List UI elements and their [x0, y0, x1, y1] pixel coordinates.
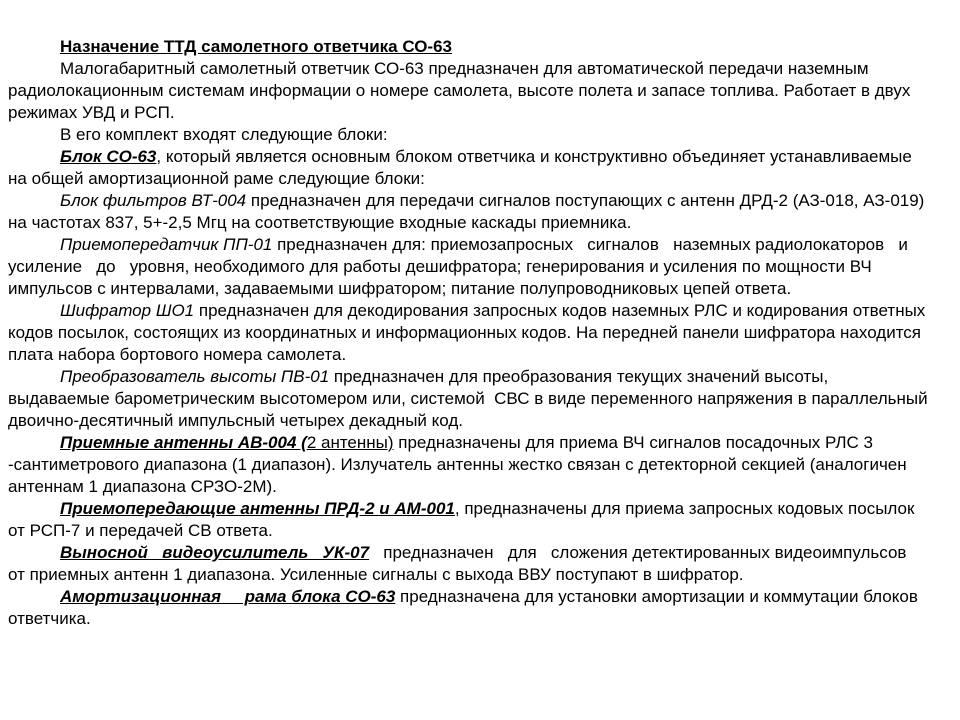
mount-frame-term: Амортизационная рама блока СО-63 [60, 587, 396, 606]
document-slide [8, 36, 942, 630]
mount-frame-paragraph: Амортизационная рама блока СО-63 предназначена для установки амортизации и коммутации блоков ответчика. [8, 587, 923, 628]
encoder-term: Шифратор ШО1 [60, 301, 195, 320]
transceiver-term: Приемопередатчик ПП-01 [60, 235, 273, 254]
video-amplifier-term: Выносной видеоусилитель УК-07 [60, 543, 370, 562]
filter-block-paragraph: Блок фильтров ВТ-004 предназначен для передачи сигналов поступающих с антенн ДРД-2 (АЗ-018, АЗ-019) на частотах 837, 5+-2,5 Мгц на соответствующие входные каскады приемника. [8, 191, 930, 232]
block-so63-term: Блок СО-63 [60, 147, 157, 166]
block-so63-paragraph: Блок СО-63, который является основным блоком ответчика и конструктивно объединяет устанавливаемые на общей амортизационной раме следующие блоки: [8, 147, 917, 188]
encoder-paragraph: Шифратор ШО1 предназначен для декодирования запросных кодов наземных РЛС и кодирования ответных кодов посылок, состоящих из координатных и информационных кодов. На передней панели шифратора находится плата набора бортового номера самолета. [8, 301, 931, 364]
transceive-antennas-paragraph: Приемопередающие антенны ПРД-2 и АМ-001, предназначены для приема запросных кодовых посылок от РСП-7 и передачей СВ ответа. [8, 499, 920, 540]
video-amplifier-paragraph: Выносной видеоусилитель УК-07 предназначен для сложения детектированных видеоимпульсов от приемных антенн 1 диапазона. Усиленные сигналы с выхода ВВУ поступают в шифратор. [8, 543, 912, 584]
transceiver-paragraph: Приемопередатчик ПП-01 предназначен для: приемозапросных сигналов наземных радиолокаторов и усиление до уровня, необходимого для работы дешифратора; генерирования и усиления по мощности ВЧ импульсов с интервалами, задаваемыми шифратором; питание полупроводниковых цепей ответа. [8, 235, 922, 298]
receive-antennas-term: Приемные антенны АВ-004 ( [60, 433, 307, 452]
intro-paragraph: Малогабаритный самолетный ответчик СО-63 предназначен для автоматической передачи наземным радиолокационным системам информации о номере самолета, высоте полета и запасе топлива. Работает в двух режимах УВД и РСП. [8, 59, 916, 122]
altitude-converter-paragraph: Преобразователь высоты ПВ-01 предназначен для преобразования текущих значений высоты, выдаваемые барометрическим высотомером или, системой СВС в виде переменного напряжения в параллельный двоично-десятичный импульсный четырех декадный код. [8, 367, 942, 430]
page-title: Назначение ТТД самолетного ответчика СО-63 [60, 37, 452, 56]
altitude-converter-term: Преобразователь высоты ПВ-01 [60, 367, 330, 386]
transceive-antennas-term: Приемопередающие антенны ПРД-2 и АМ-001 [60, 499, 455, 518]
receive-antennas-paragraph: Приемные антенны АВ-004 (2 антенны) предназначены для приема ВЧ сигналов посадочных РЛС 3 -сантиметрового диапазона (1 диапазон). Излучатель антенны жестко связан с детекторной секцией (аналогичен антеннам 1 диапазона СРЗО-2М). [8, 433, 912, 496]
composition-paragraph: В его комплект входят следующие блоки: [60, 125, 388, 144]
filter-block-term: Блок фильтров ВТ-004 [60, 191, 247, 210]
